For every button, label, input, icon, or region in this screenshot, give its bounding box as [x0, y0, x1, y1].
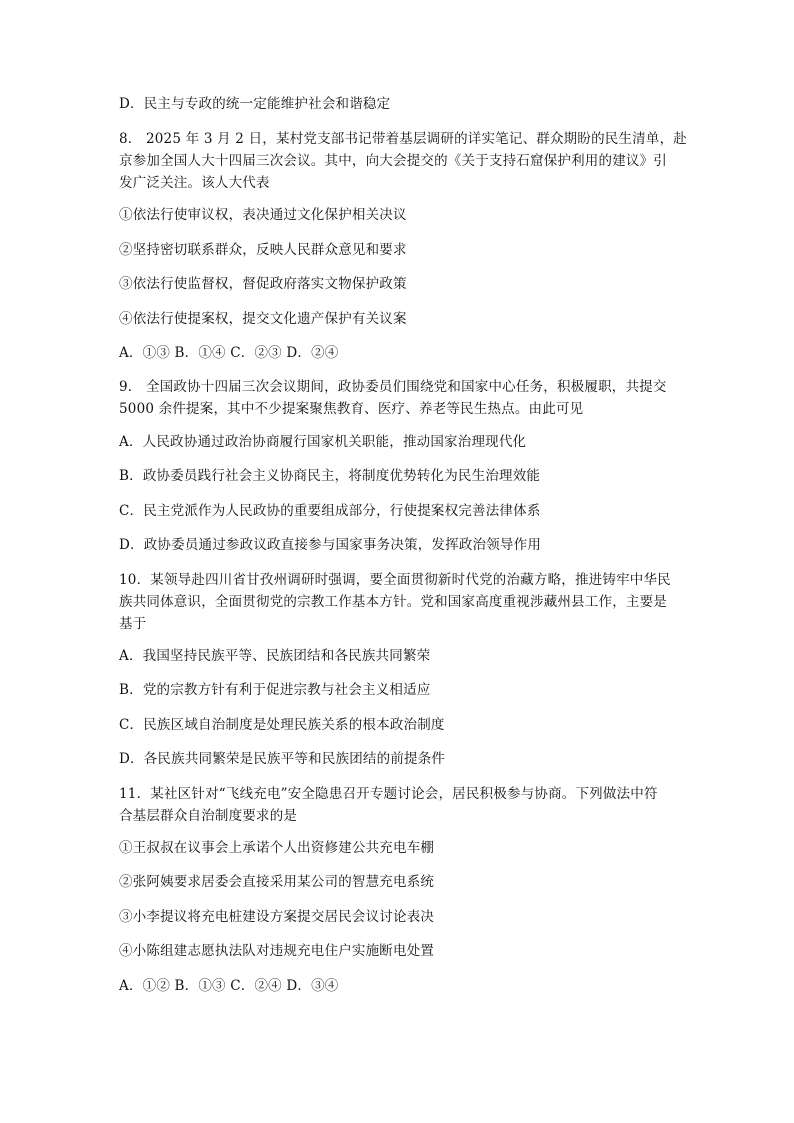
- question-8-text: 发广泛关注。该人大代表: [119, 175, 270, 191]
- statement-option: ④依法行使提案权，提交文化遗产保护有关议案: [119, 311, 407, 327]
- question-10-text: 10．某领导赴四川省甘孜州调研时强调，要全面贯彻新时代党的治藏方略，推进铸牢中华民: [119, 572, 671, 588]
- statement-option: ②张阿姨要求居委会直接采用某公司的智慧充电系统: [119, 874, 435, 890]
- statement-option: ④小陈组建志愿执法队对违规充电住户实施断电处置: [119, 943, 435, 959]
- option-line: B．政协委员践行社会主义协商民主，将制度优势转化为民生治理效能: [119, 468, 541, 484]
- option-line: A．人民政协通过政治协商履行国家机关职能，推动国家治理现代化: [119, 434, 527, 450]
- statement-option: ①王叔叔在议事会上承诺个人出资修建公共充电车棚: [119, 840, 435, 856]
- option-line: A．我国坚持民族平等、民族团结和各民族共同繁荣: [119, 648, 431, 664]
- answer-choices: A．①② B．①③ C．②④ D．③④: [119, 978, 339, 994]
- statement-option: ①依法行使审议权，表决通过文化保护相关决议: [119, 207, 407, 223]
- option-line: C．民主党派作为人民政协的重要组成部分，行使提案权完善法律体系: [119, 503, 541, 519]
- option-line: C．民族区域自治制度是处理民族关系的根本政治制度: [119, 717, 445, 733]
- question-11-text: 合基层群众自治制度要求的是: [119, 808, 298, 824]
- option-line: D．各民族共同繁荣是民族平等和民族团结的前提条件: [119, 751, 446, 767]
- question-8-text: 京参加全国人大十四届三次会议。其中，向大会提交的《关于支持石窟保护利用的建议》引: [119, 153, 667, 169]
- question-10-text: 基于: [119, 616, 147, 632]
- question-9-text: 5000 余件提案，其中不少提案聚焦教育、医疗、养老等民生热点。由此可见: [119, 401, 584, 417]
- question-8-text: 8． 2025 年 3 月 2 日，某村党支部书记带着基层调研的详实笔记、群众期盼的民生清单，赴: [119, 131, 687, 147]
- statement-option: ③依法行使监督权，督促政府落实文物保护政策: [119, 276, 407, 292]
- option-line: B．党的宗教方针有利于促进宗教与社会主义相适应: [119, 682, 431, 698]
- statement-option: ②坚持密切联系群众，反映人民群众意见和要求: [119, 242, 407, 258]
- question-11-text: 11．某社区针对“飞线充电”安全隐患召开专题讨论会，居民积极参与协商。下列做法中符: [119, 786, 658, 802]
- question-9-text: 9． 全国政协十四届三次会议期间，政协委员们围绕党和国家中心任务，积极履职，共提交: [119, 379, 667, 395]
- answer-choices: A．①③ B．①④ C．②③ D．②④: [119, 345, 339, 361]
- statement-option: ③小李提议将充电桩建设方案提交居民会议讨论表决: [119, 909, 435, 925]
- option-line: D．民主与专政的统一定能维护社会和谐稳定: [119, 96, 391, 112]
- option-line: D．政协委员通过参政议政直接参与国家事务决策，发挥政治领导作用: [119, 537, 542, 553]
- question-10-text: 族共同体意识，全面贯彻党的宗教工作基本方针。党和国家高度重视涉藏州县工作，主要是: [119, 594, 667, 610]
